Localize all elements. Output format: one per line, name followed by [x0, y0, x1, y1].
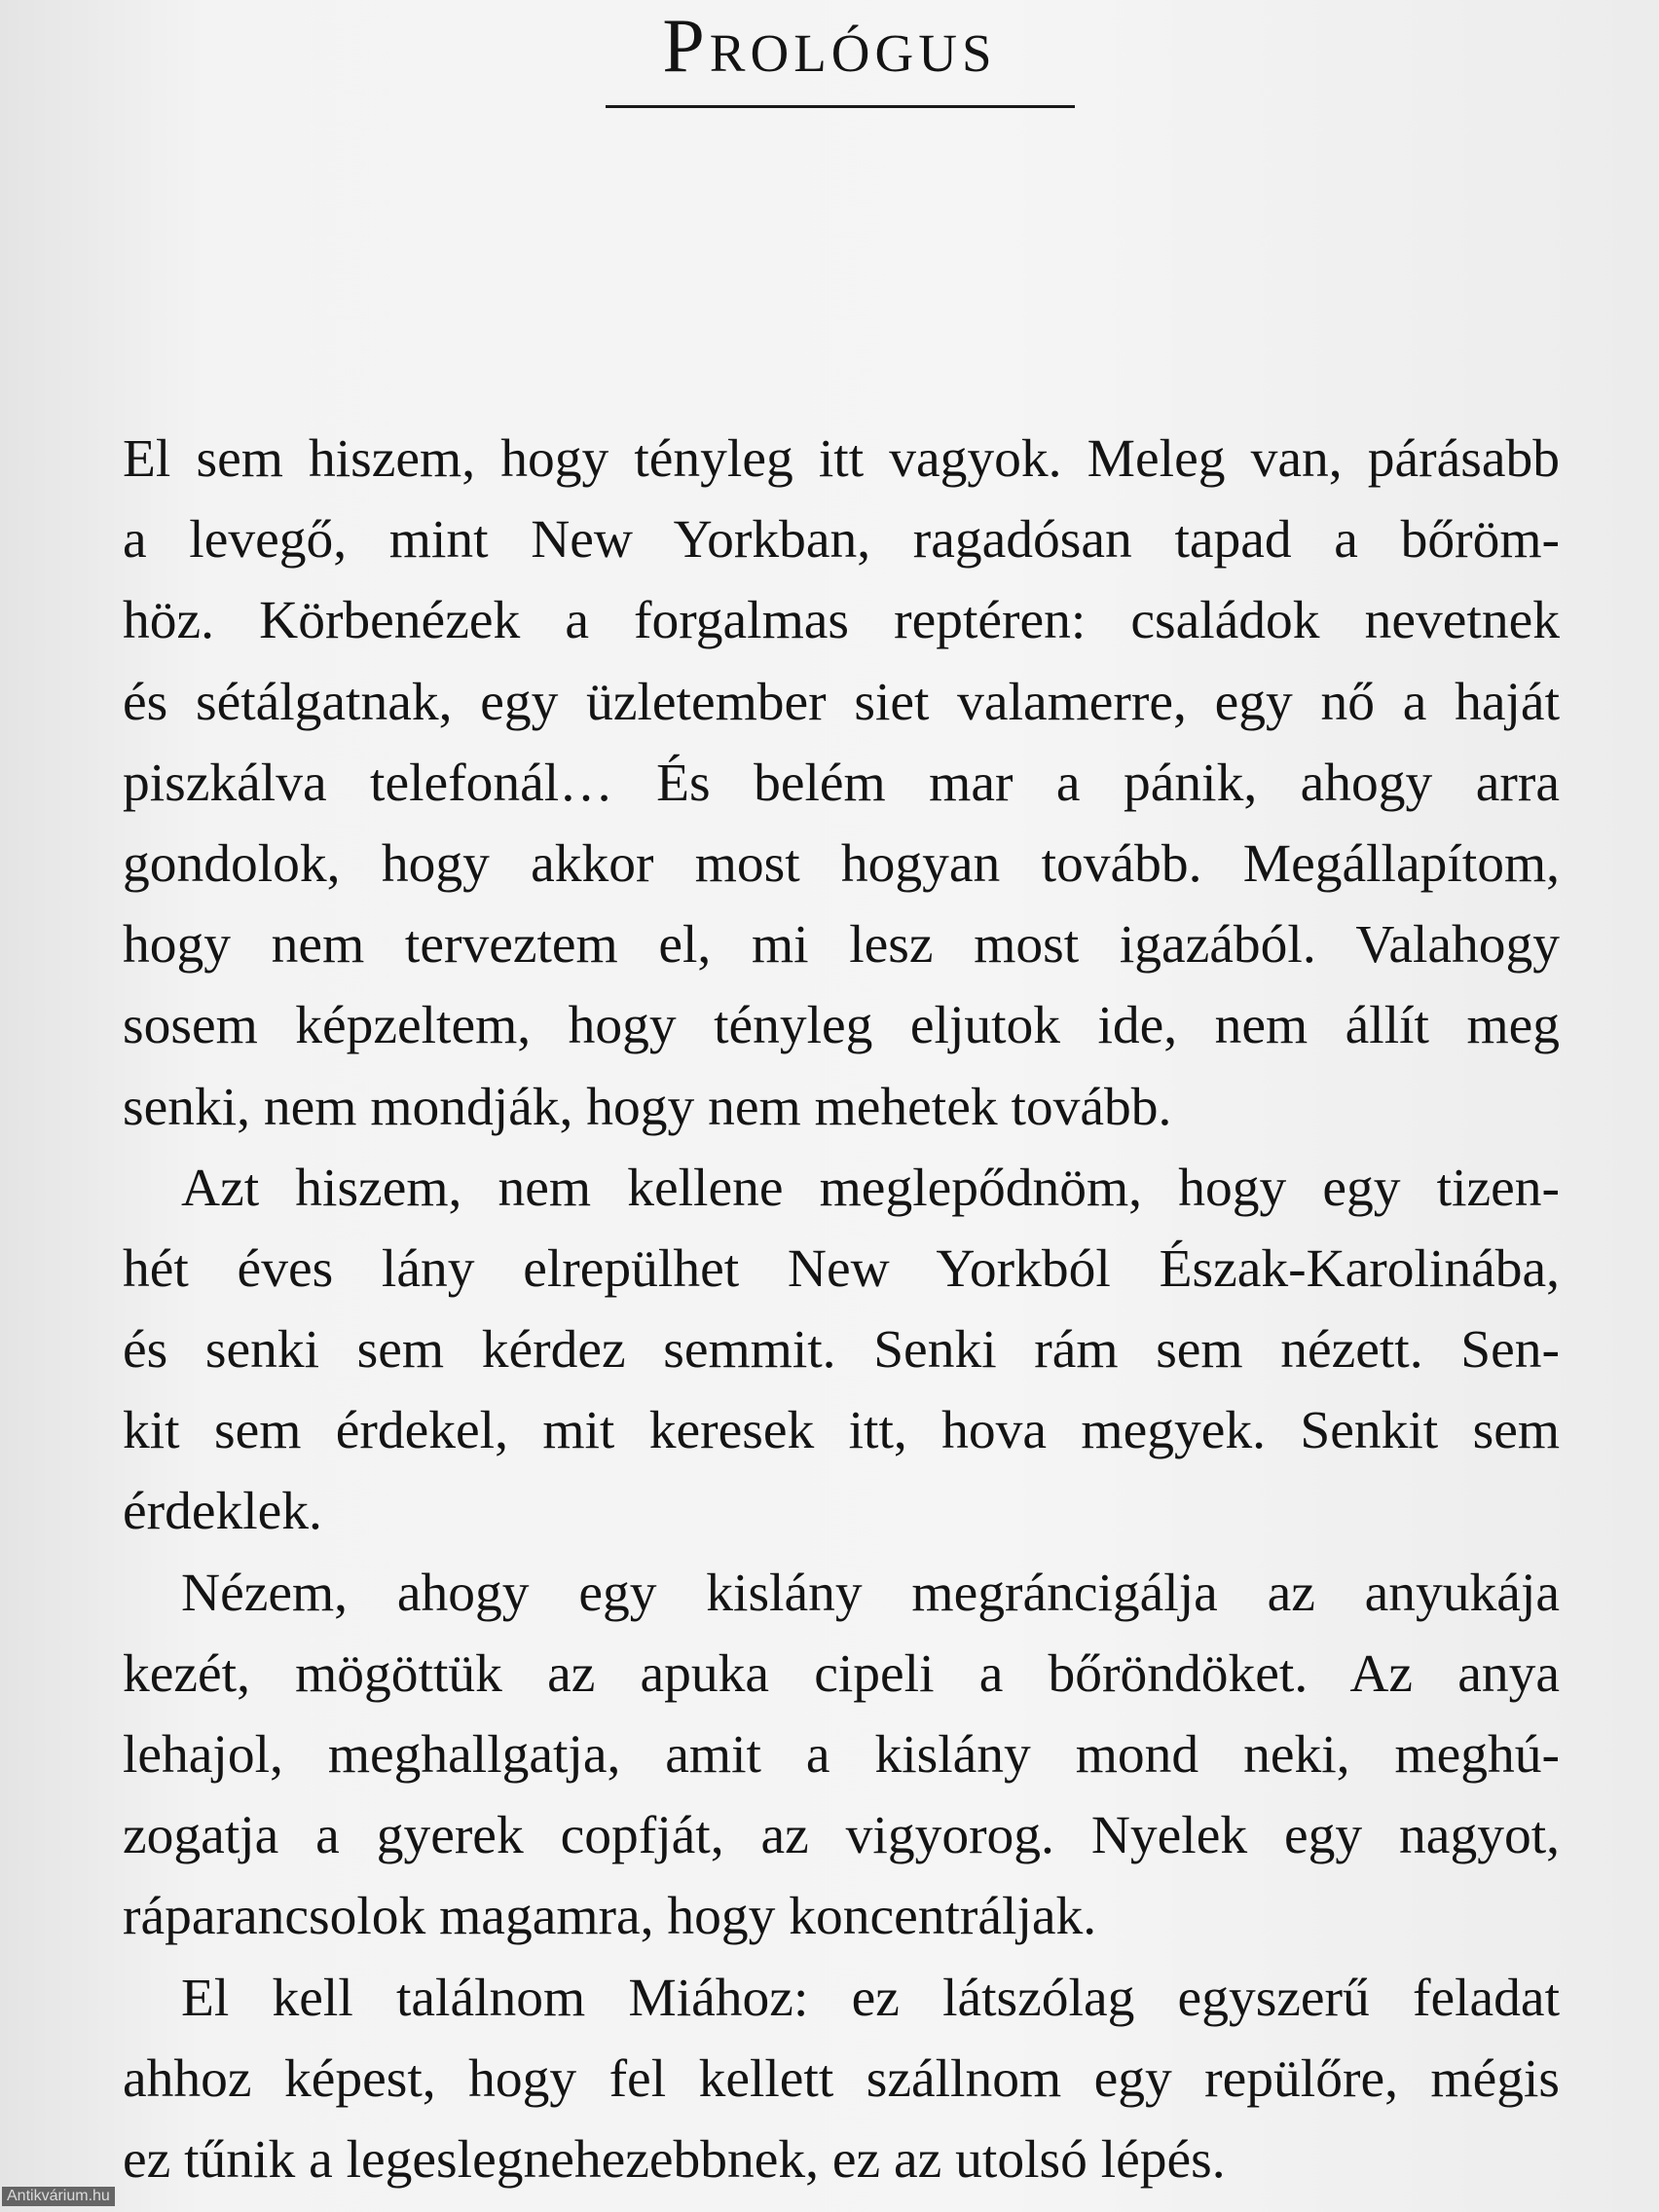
text-line: hogy nem terveztem el, mi lesz most igazából. Valahogy: [123, 915, 1560, 976]
text-line: és senki sem kérdez semmit. Senki rám sem nézett. Sen-: [123, 1320, 1560, 1381]
text-line: kezét, mögöttük az apuka cipeli a bőröndöket. Az anya: [123, 1643, 1560, 1704]
watermark-logo: Antikvárium.hu: [2, 2187, 115, 2206]
text-line: senki, nem mondják, hogy nem mehetek tovább.: [123, 1077, 1172, 1137]
paragraph: [123, 1958, 1560, 2201]
title-underline: [606, 105, 1075, 108]
text-line: lehajol, meghallgatja, amit a kislány mond neki, meghú-: [123, 1725, 1560, 1785]
text-line: ahhoz képest, hogy fel kellett szállnom egy repülőre, mégis: [123, 2048, 1560, 2109]
text-line: Nézem, ahogy egy kislány megráncigálja az anyukája: [181, 1563, 1560, 1623]
text-line: zogatja a gyerek copfját, az vigyorog. Nyelek egy nagyot,: [123, 1806, 1560, 1866]
text-line: a levegő, mint New Yorkban, ragadósan tapad a bőröm-: [123, 510, 1560, 571]
text-line: kit sem érdekel, mit keresek itt, hova megyek. Senkit sem: [123, 1401, 1560, 1461]
paragraph: [123, 1148, 1560, 1553]
text-line: és sétálgatnak, egy üzletember siet valamerre, egy nő a haját: [123, 672, 1560, 732]
text-line: hét éves lány elrepülhet New Yorkból Észak-Karolinába,: [123, 1238, 1560, 1299]
paragraph: [123, 419, 1560, 1148]
text-line: ez tűnik a legeslegnehezebbnek, ez az utolsó lépés.: [123, 2129, 1226, 2190]
text-line: sosem képzeltem, hogy tényleg eljutok ide, nem állít meg: [123, 996, 1560, 1056]
paragraph: [123, 1553, 1560, 1958]
text-line: El kell találnom Miához: ez látszólag egyszerű feladat: [181, 1968, 1560, 2028]
text-line: Azt hiszem, nem kellene meglepődnöm, hogy egy tizen-: [181, 1158, 1560, 1218]
text-line: El sem hiszem, hogy tényleg itt vagyok. Meleg van, párásabb: [123, 429, 1560, 489]
text-line: gondolok, hogy akkor most hogyan tovább. Megállapítom,: [123, 833, 1560, 894]
text-line: höz. Körbenézek a forgalmas reptéren: családok nevetnek: [123, 591, 1560, 651]
text-line: érdeklek.: [123, 1482, 322, 1542]
chapter-title: Prológus: [662, 3, 997, 88]
text-line: piszkálva telefonál… És belém mar a pánik, ahogy arra: [123, 753, 1560, 813]
body-text: [123, 419, 1560, 2200]
chapter-header: [0, 3, 1659, 88]
text-line: ráparancsolok magamra, hogy koncentráljak.: [123, 1887, 1097, 1947]
